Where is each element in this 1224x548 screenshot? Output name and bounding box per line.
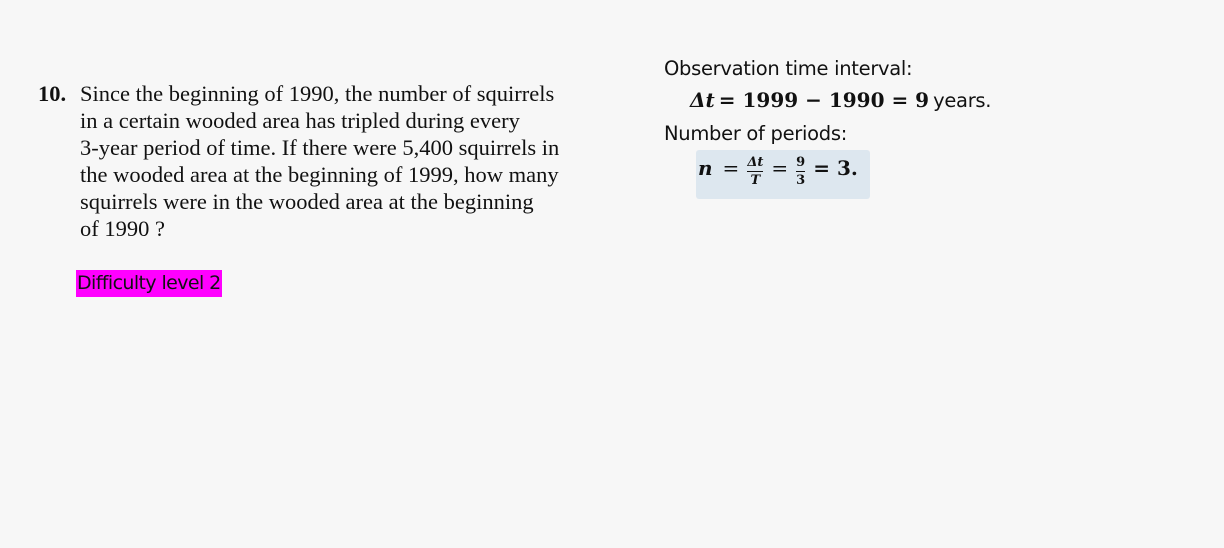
difficulty-badge: Difficulty level 2 [76,270,222,297]
numerator: 9 [796,155,806,170]
interval-equation [690,88,991,112]
fraction-delta-t-over-T [747,154,763,189]
equals-sign: = [771,156,789,181]
problem-line: the wooded area at the beginning of 1999, how many [80,162,559,187]
denominator: 3 [796,173,806,188]
interval-heading: Observation time interval: [664,57,913,80]
periods-heading: Number of periods: [664,122,847,145]
problem-line: of 1990 ? [80,216,165,241]
numerator: Δt [747,155,764,170]
problem-line: squirrels were in the wooded area at the beginning [80,189,534,214]
result: = 3. [813,156,858,181]
problem-line: Since the beginning of 1990, the number of squirrels [80,81,555,106]
periods-equation [698,154,858,189]
problem-line: 3-year period of time. If there were 5,400 squirrels in [80,135,560,160]
interval-unit: years. [933,89,992,112]
equals-sign: = [722,156,740,181]
denominator: T [750,173,761,188]
problem-number: 10. [38,81,67,106]
fraction-9-over-3 [796,154,805,189]
problem-text [80,80,559,242]
delta-t: Δt [690,88,715,112]
problem-line: in a certain wooded area has tripled during every [80,108,520,133]
n-variable: n [698,156,713,181]
interval-expression: = 1999 − 1990 = 9 [718,88,930,112]
